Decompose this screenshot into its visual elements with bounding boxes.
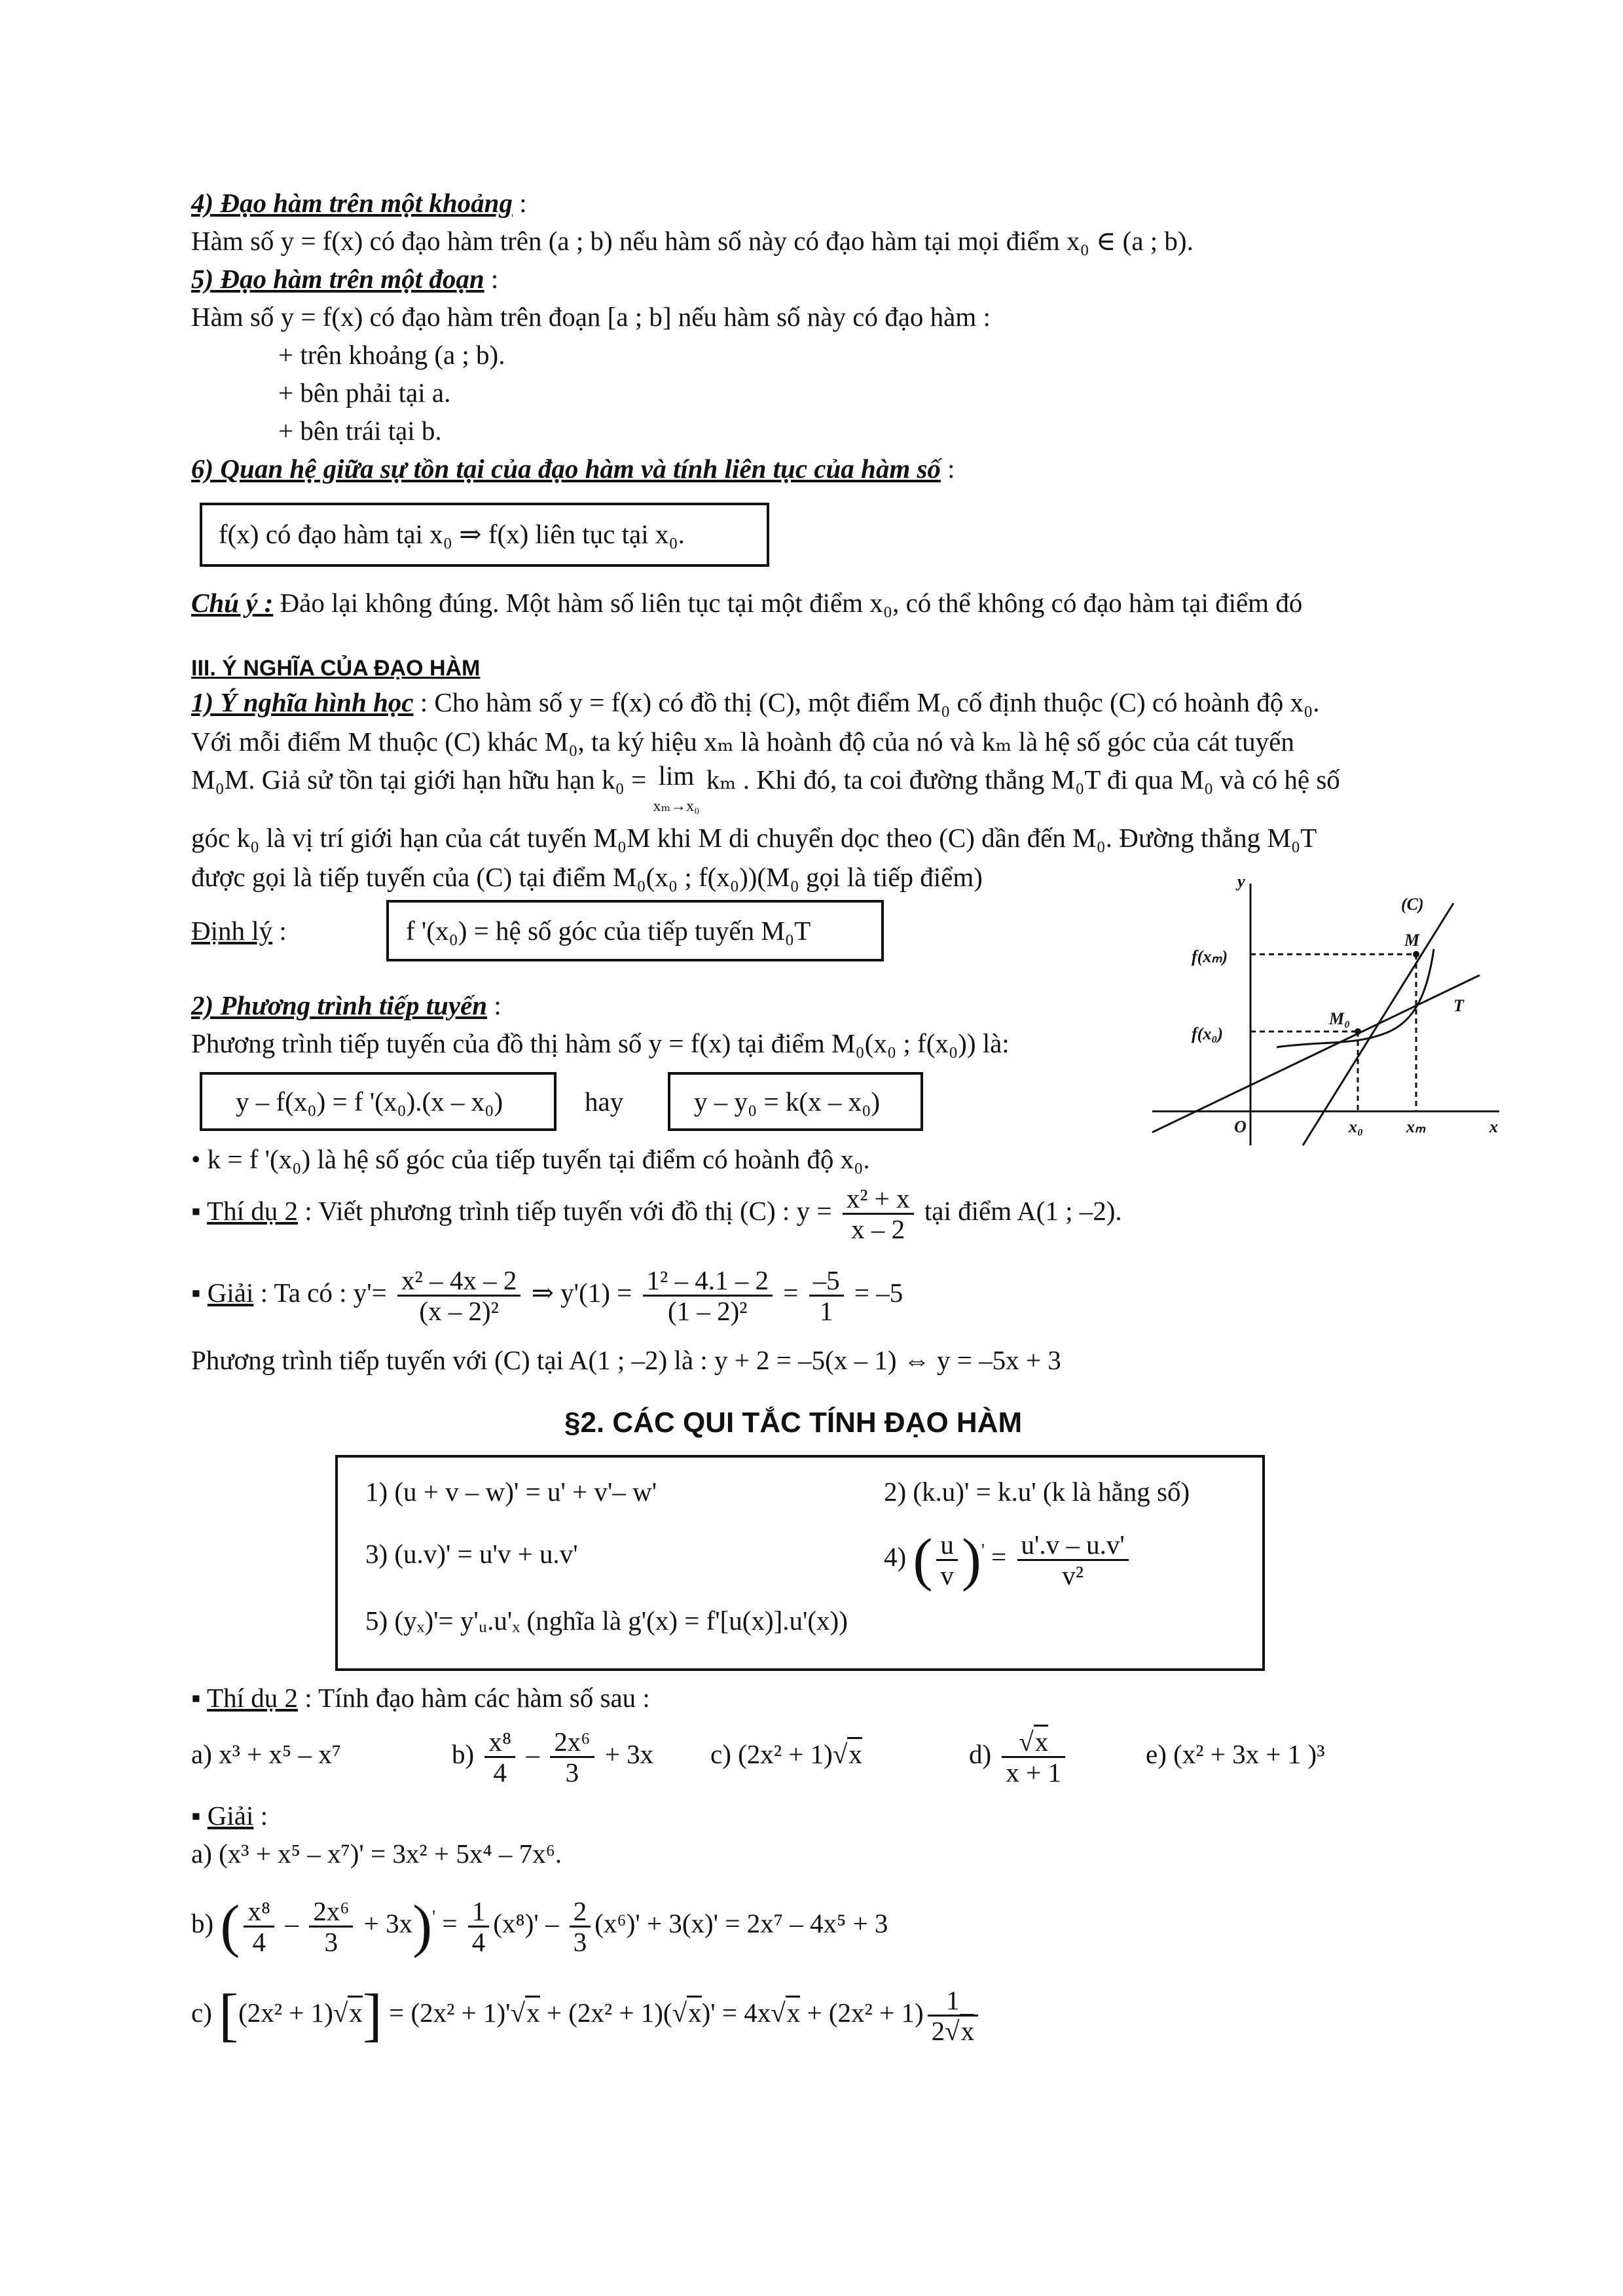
list-item: + bên trái tại b.	[278, 416, 442, 446]
solution-result: Phương trình tiếp tuyến với (C) tại A(1 ; –2) là : y + 2 = –5(x – 1) ⇔ y = –5x + 3	[191, 1345, 1061, 1375]
note-text: Đảo lại không đúng. Một hàm số liên tục tại một điểm x₀, có thể không có đạo hàm tại điểm đó	[273, 588, 1303, 618]
rule-2: 2) (k.u)' = k.u' (k là hằng số)	[884, 1477, 1190, 1507]
solution-label: Giải	[207, 1278, 254, 1308]
tangent-graph	[1139, 870, 1506, 1158]
exercise-a: a) x³ + x⁵ – x⁷	[191, 1739, 342, 1769]
section-2-title: §2. CÁC QUI TẮC TÍNH ĐẠO HÀM	[564, 1407, 1023, 1439]
solution-a: a) (x³ + x⁵ – x⁷)' = 3x² + 5x⁴ – 7x⁶.	[191, 1839, 562, 1869]
meaning-line-3: M₀M. Giả sử tồn tại giới hạn hữu hạn k₀ = lim xₘ→x₀ kₘ . Khi đó, ta coi đường thẳng M₀T đi qua M₀ và có hệ số	[191, 761, 1340, 815]
section-5-title: 5) Đạo hàm trên một đoạn	[191, 264, 484, 294]
graph-label: xₘ	[1406, 1117, 1426, 1136]
section-4-title: 4) Đạo hàm trên một khoảng	[191, 188, 513, 218]
equation-1: y – f(x₀) = f '(x₀).(x – x₀)	[236, 1086, 503, 1117]
rule-1: 1) (u + v – w)' = u' + v'– w'	[365, 1477, 657, 1507]
secant-line	[1303, 903, 1453, 1145]
section-4-heading: 4) Đạo hàm trên một khoảng :	[191, 188, 527, 218]
rule-5: 5) (yₓ)'= y'ᵤ.u'ₓ (nghĩa là g'(x) = f'[u(x)].u'(x))	[365, 1605, 848, 1636]
graph-label: f(x₀)	[1192, 1024, 1224, 1043]
rule-4: 4) ( $\frac{u}{v}$ )' = $\frac{u'.v - u.v'}{\text{v²}}$	[884, 1518, 1133, 1590]
tangent-equation-heading: 2) Phương trình tiếp tuyến :	[191, 990, 501, 1020]
exercise-c: c) (2x² + 1)√x	[710, 1721, 862, 1787]
theorem-label-line: Định lý :	[191, 916, 287, 946]
limit-expression: lim xₘ→x₀	[653, 761, 700, 815]
graph-label: M₀	[1329, 1009, 1351, 1028]
graph-label: f(xₘ)	[1192, 947, 1228, 966]
geometric-meaning-title: 1) Ý nghĩa hình học	[191, 687, 414, 717]
example-label: Thí dụ 2	[207, 1683, 298, 1713]
graph-label: x₀	[1349, 1117, 1364, 1136]
theorem-box-text: f(x) có đạo hàm tại x₀ ⇒ f(x) liên tục tại x₀.	[219, 519, 685, 549]
exercise-b: b) $\frac{\text{x⁸}}{4}$ – $\frac{\text{2x⁶}}{3}$ + 3x	[452, 1727, 654, 1788]
note-label: Chú ý :	[191, 588, 274, 618]
list-item: + bên phải tại a.	[278, 378, 451, 408]
hay-text: hay	[585, 1086, 624, 1117]
tangent-equation-text: Phương trình tiếp tuyến của đồ thị hàm số y = f(x) tại điểm M₀(x₀ ; f(x₀)) là:	[191, 1028, 1010, 1058]
exercise-d: d) $\frac{√x}{x + 1}$	[969, 1721, 1069, 1787]
example-2-line: ▪ Thí dụ 2 : Tính đạo hàm các hàm số sau :	[191, 1683, 650, 1713]
section-3-title: III. Ý NGHĨA CỦA ĐẠO HÀM	[191, 656, 481, 681]
solution-c: c) [(2x² + 1)√x] = (2x² + 1)'√x + (2x² + 1)(√x)' = 4x√x + (2x² + 1) $\frac{1}{2√x}$	[191, 1977, 982, 2049]
meaning-line-4: góc k₀ là vị trí giới hạn của cát tuyến M₀M khi M di chuyển dọc theo (C) dần đến M₀. Đường thẳng M₀T	[191, 823, 1317, 853]
solution-2-heading: ▪ Giải :	[191, 1801, 268, 1831]
meaning-line-5: được gọi là tiếp tuyến của (C) tại điểm M₀(x₀ ; f(x₀))(M₀ gọi là tiếp điểm)	[191, 862, 983, 892]
meaning-line-2: Với mỗi điểm M thuộc (C) khác M₀, ta ký hiệu xₘ là hoành độ của nó và kₘ là hệ số góc của cát tuyến	[191, 726, 1294, 757]
solution-b: b) ( $\frac{\text{x⁸}}{4}$ – $\frac{\text{2x⁶}}{3}$ + 3x)' = $\frac{1}{4}$ (x⁸)' – $\frac{2}{3}$ (x⁶)' + 3(x)' = 2x⁷ – 4x⁵ + 3	[191, 1893, 888, 1959]
theorem-label: Định lý	[191, 916, 273, 946]
example-label: Thí dụ 2	[207, 1196, 298, 1226]
graph-label: x	[1489, 1117, 1498, 1136]
rule-3: 3) (u.v)' = u'v + u.v'	[365, 1539, 578, 1569]
solution-line: ▪ Giải : Ta có : y'= $\frac{\text{x² – 4x – 2}}{\text{(x – 2)²}}$ ⇒ y'(1) = $\frac{\text{1² – 4.1 – 2}}{\text{(1 – 2)²}}$ = $\frac{-5}{1}$ = –5	[191, 1265, 903, 1327]
list-item: + trên khoảng (a ; b).	[278, 340, 505, 370]
theorem-derivative-text: f '(x₀) = hệ số góc của tiếp tuyến M₀T	[406, 916, 811, 946]
tangent-line-T	[1152, 975, 1480, 1132]
note	[191, 586, 1302, 620]
section-4-text: Hàm số y = f(x) có đạo hàm trên (a ; b) nếu hàm số này có đạo hàm tại mọi điểm x₀ ∈ (a ; b).	[191, 226, 1194, 256]
section-5-text: Hàm số y = f(x) có đạo hàm trên đoạn [a ; b] nếu hàm số này có đạo hàm :	[191, 302, 991, 332]
tangent-equation-title: 2) Phương trình tiếp tuyến	[191, 990, 488, 1020]
point-M	[1413, 951, 1419, 958]
graph-label: y	[1237, 872, 1245, 891]
section-5-heading: 5) Đạo hàm trên một đoạn :	[191, 264, 499, 294]
example-line: ▪ Thí dụ 2 : Viết phương trình tiếp tuyến với đồ thị (C) : y = $\frac{\text{x² + x}}{x - 2}$ tại điểm A(1 ; –2).	[191, 1183, 1122, 1245]
graph-label: M	[1404, 931, 1420, 950]
point-M0	[1355, 1028, 1361, 1035]
exercise-e: e) (x² + 3x + 1 )³	[1146, 1739, 1325, 1769]
section-6-heading: 6) Quan hệ giữa sự tồn tại của đạo hàm và tính liên tục của hàm số :	[191, 454, 955, 484]
graph-label: T	[1453, 996, 1464, 1015]
fraction: $\frac{\text{x² + x}}{x - 2}$	[843, 1184, 914, 1244]
graph-label: O	[1234, 1117, 1247, 1136]
solution-label: Giải	[207, 1801, 254, 1831]
slope-bullet: • k = f '(x₀) là hệ số góc của tiếp tuyến tại điểm có hoành độ x₀.	[191, 1144, 870, 1174]
meaning-line-1: 1) Ý nghĩa hình học : Cho hàm số y = f(x) có đồ thị (C), một điểm M₀ cố định thuộc (C) có hoành độ x₀.	[191, 687, 1320, 717]
graph-label: (C)	[1401, 895, 1424, 914]
section-6-title: 6) Quan hệ giữa sự tồn tại của đạo hàm và tính liên tục của hàm số	[191, 454, 941, 484]
equation-2: y – y₀ = k(x – x₀)	[694, 1086, 881, 1117]
